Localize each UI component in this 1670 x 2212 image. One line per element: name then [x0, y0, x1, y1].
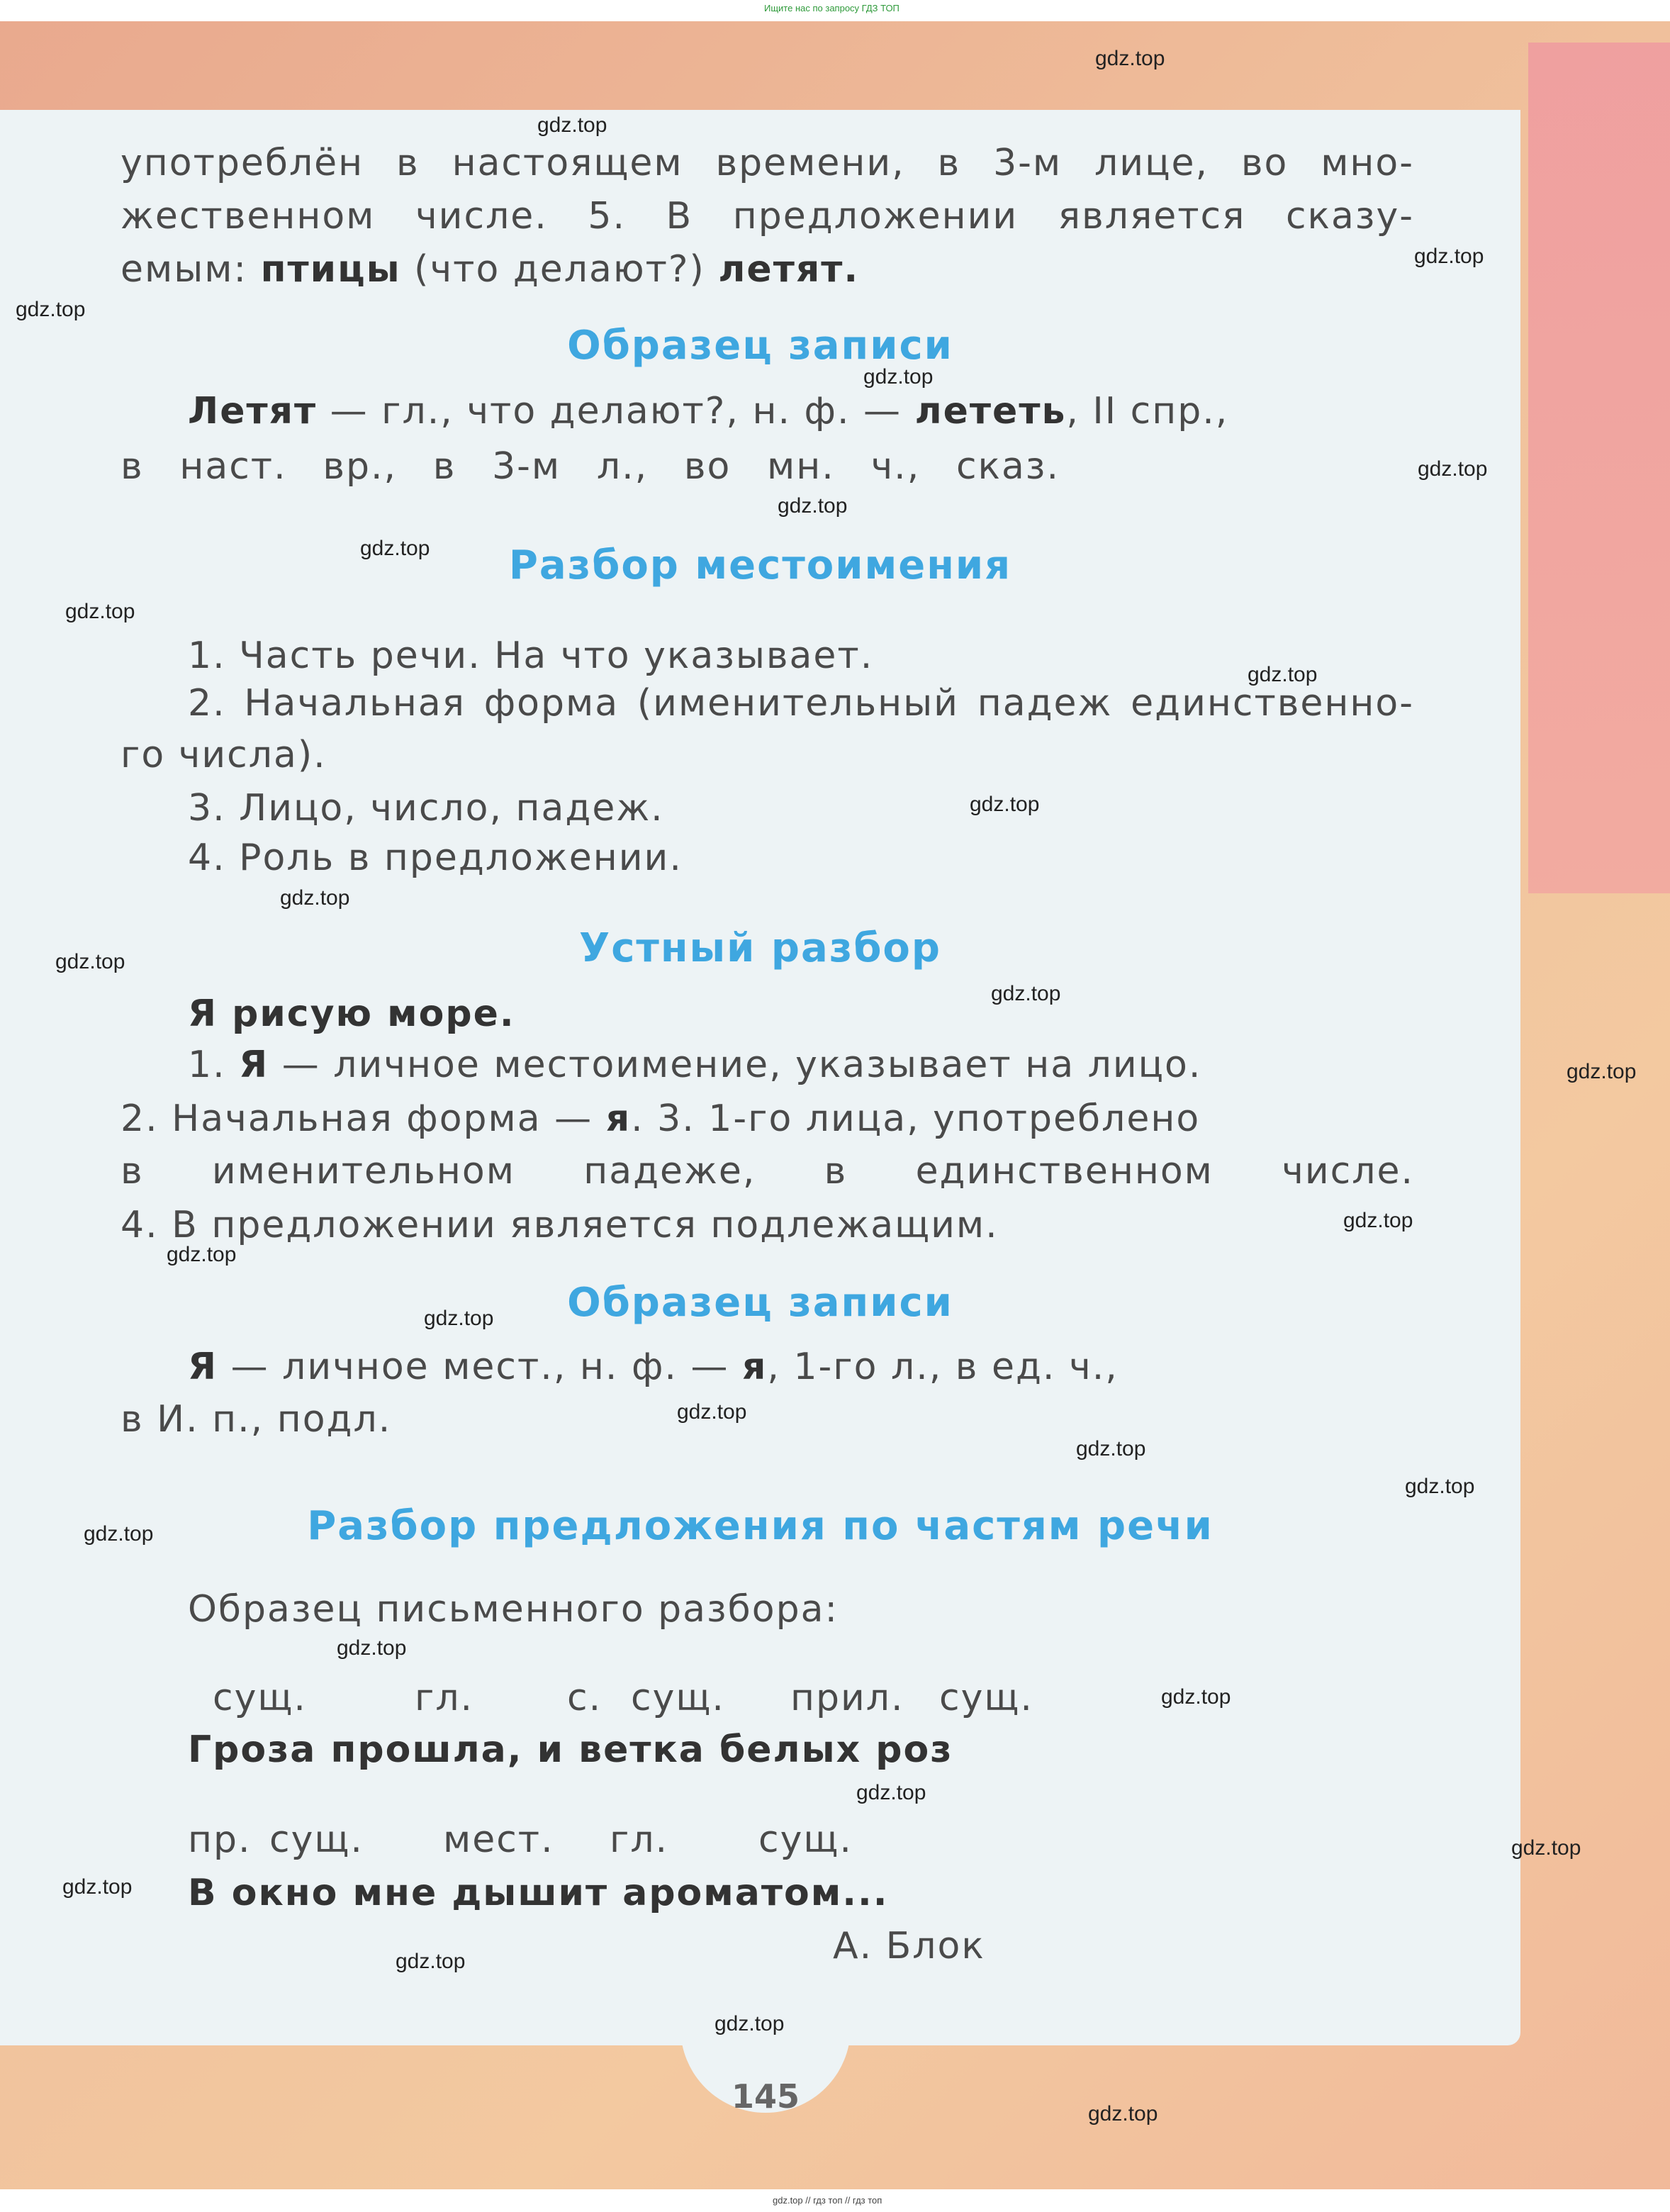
watermark: gdz.top [991, 982, 1061, 1005]
watermark: gdz.top [714, 2012, 785, 2035]
watermark: gdz.top [65, 600, 135, 623]
watermark: gdz.top [1076, 1437, 1146, 1460]
example-sentence: Я рисую море. [188, 993, 515, 1035]
decorative-band [1528, 43, 1670, 893]
paragraph-line: употреблён в настоящем времени, в 3-м лице, во мно- [121, 142, 1414, 184]
watermark: gdz.top [337, 1636, 407, 1660]
pos-tag: прил. [790, 1677, 904, 1719]
section-heading: Разбор предложения по частям речи [307, 1503, 1214, 1549]
parse-line: 4. В предложении является подлежащим. [121, 1204, 999, 1246]
list-item: 4. Роль в предложении. [188, 837, 683, 879]
bottom-banner [0, 2189, 1670, 2212]
pos-tag: сущ. [213, 1677, 307, 1719]
poem-line: Гроза прошла, и ветка белых роз [188, 1728, 953, 1771]
pos-tag: сущ. [631, 1677, 725, 1719]
watermark: gdz.top [280, 886, 350, 910]
pos-tag: сущ. [758, 1819, 853, 1861]
list-item: го числа). [121, 734, 327, 776]
watermark: gdz.top [1161, 1685, 1231, 1709]
parse-intro: Образец письменного разбора: [188, 1588, 839, 1631]
section-heading: Образец записи [567, 1280, 953, 1326]
sample-line: в наст. вр., в 3-м л., во мн. ч., сказ. [121, 445, 1060, 488]
watermark: gdz.top [1511, 1836, 1581, 1860]
watermark: gdz.top [62, 1875, 133, 1899]
pos-tag: с. [567, 1677, 603, 1719]
watermark: gdz.top [1414, 245, 1484, 268]
pos-tag: мест. [443, 1819, 554, 1861]
watermark: gdz.top [778, 494, 848, 518]
paragraph-line: жественном числе. 5. В предложении является сказу- [121, 195, 1414, 238]
poem-author: А. Блок [833, 1925, 985, 1967]
watermark: gdz.top [863, 365, 934, 389]
sample-line: Я — личное мест., н. ф. — я, 1-го л., в ед. ч., [188, 1346, 1119, 1388]
watermark: gdz.top [167, 1243, 237, 1266]
watermark: gdz.top [1405, 1475, 1475, 1498]
parse-line: 1. Я — личное местоимение, указывает на лицо. [188, 1044, 1202, 1086]
list-item: 1. Часть речи. На что указывает. [188, 635, 874, 677]
watermark: gdz.top [1343, 1209, 1413, 1232]
watermark: gdz.top [1095, 47, 1165, 70]
watermark: gdz.top [1248, 663, 1318, 686]
paragraph-line: емым: птицы (что делают?) летят. [121, 248, 860, 291]
pos-tag: гл. [415, 1677, 474, 1719]
watermark: gdz.top [1088, 2102, 1158, 2126]
watermark: gdz.top [396, 1950, 466, 1973]
section-heading: Устный разбор [579, 925, 941, 971]
top-banner-text: Ищите нас по запросу ГДЗ ТОП [764, 3, 900, 13]
sample-line: в И. п., подл. [121, 1398, 392, 1441]
watermark: gdz.top [1567, 1060, 1637, 1083]
section-heading: Разбор местоимения [508, 542, 1012, 588]
watermark: gdz.top [677, 1400, 747, 1424]
pos-tag: гл. [610, 1819, 669, 1861]
watermark: gdz.top [856, 1781, 926, 1804]
watermark: gdz.top [1418, 457, 1488, 481]
watermark: gdz.top [55, 950, 125, 973]
sample-line: Летят — гл., что делают?, н. ф. — лететь, II спр., [188, 390, 1229, 432]
parse-line: в именительном падеже, в единственном числе. [121, 1150, 1414, 1192]
watermark: gdz.top [970, 793, 1040, 816]
top-banner [0, 0, 1670, 21]
watermark: gdz.top [360, 537, 430, 560]
watermark: gdz.top [424, 1307, 494, 1330]
bottom-banner-text: gdz.top // гдз топ // гдз топ [773, 2195, 882, 2206]
watermark: gdz.top [84, 1522, 154, 1546]
parse-line: 2. Начальная форма — я. 3. 1-го лица, употреблено [121, 1097, 1201, 1140]
watermark: gdz.top [16, 298, 86, 321]
list-item: 2. Начальная форма (именительный падеж единственно- [188, 682, 1414, 725]
watermark: gdz.top [537, 113, 607, 137]
page-number: 145 [731, 2077, 800, 2116]
pos-tag: пр. [188, 1819, 252, 1861]
section-heading: Образец записи [567, 323, 953, 369]
pos-tag: сущ. [939, 1677, 1033, 1719]
list-item: 3. Лицо, число, падеж. [188, 787, 664, 830]
poem-line: В окно мне дышит ароматом... [188, 1872, 889, 1914]
pos-tag: сущ. [269, 1819, 364, 1861]
